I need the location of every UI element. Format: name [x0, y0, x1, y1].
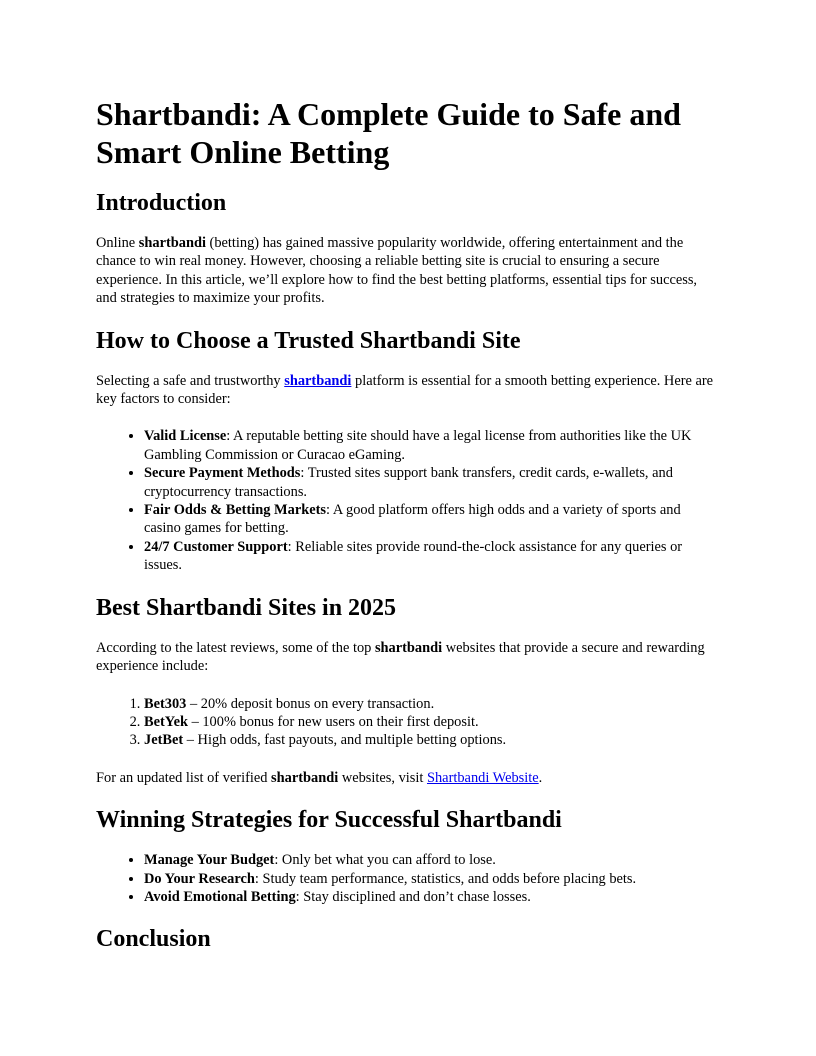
page-title: Shartbandi: A Complete Guide to Safe and Smart Online Betting: [96, 96, 681, 170]
list-item: [144, 731, 720, 749]
list-item: [144, 713, 720, 731]
best-paragraph: [96, 639, 720, 676]
item-text: : Stay disciplined and don’t chase losses.: [295, 888, 531, 905]
bold-keyword: shartbandi: [138, 235, 206, 251]
link-text: shartbandi: [284, 372, 352, 389]
item-label: JetBet: [144, 732, 184, 749]
text-run: Selecting a safe and trustworthy: [96, 372, 285, 389]
section-heading-conclusion: Conclusion: [96, 926, 211, 953]
item-text: – High odds, fast payouts, and multiple betting options.: [183, 732, 507, 749]
choose-paragraph: [96, 372, 720, 409]
item-label: BetYek: [144, 713, 188, 730]
text-run: .: [538, 769, 543, 786]
best-sites-list: [96, 695, 720, 750]
item-label: Avoid Emotional Betting: [144, 888, 296, 905]
item-text: : A reputable betting site should have a legal license from authorities like the UK Gambling Commission or Curacao eGaming.: [144, 428, 692, 463]
item-label: Manage Your Budget: [144, 852, 275, 869]
choose-factors-list: [96, 427, 720, 574]
item-label: Valid License: [144, 428, 227, 445]
text-run: platform is essential for a smooth betting experience. Here are key factors to consider:: [96, 372, 714, 408]
item-text: : Trusted sites support bank transfers, credit cards, e-wallets, and cryptocurrency transactions.: [144, 465, 673, 500]
bold-keyword: shartbandi: [374, 639, 443, 656]
list-item: [144, 464, 720, 501]
item-label: Secure Payment Methods: [144, 465, 301, 482]
text-run: websites, visit: [338, 769, 427, 786]
visit-paragraph: [96, 769, 720, 787]
item-text: – 20% deposit bonus on every transaction.: [186, 695, 435, 712]
intro-paragraph: [96, 234, 720, 308]
item-label: Bet303: [144, 695, 187, 712]
strategies-list: [96, 851, 720, 906]
list-item: [144, 695, 720, 713]
item-text: – 100% bonus for new users on their first deposit.: [187, 713, 479, 730]
item-label: Fair Odds & Betting Markets: [144, 502, 327, 519]
text-run: (betting) has gained massive popularity worldwide, offering entertainment and the chance to win real money. However, choosing a reliable betting site is crucial to ensuring a secure experience. In this article, we’ll explore how to find the best betting platforms, essential tips for success, and strategies to maximize your profits.: [96, 235, 698, 307]
item-text: : Study team performance, statistics, and odds before placing bets.: [254, 870, 637, 887]
item-text: : Reliable sites provide round-the-clock assistance for any queries or issues.: [144, 538, 683, 574]
list-item: [144, 501, 720, 538]
text-run: For an updated list of verified: [96, 769, 272, 786]
section-heading-introduction: Introduction: [96, 190, 227, 216]
item-label: Do Your Research: [144, 870, 255, 887]
text-run: websites that provide a secure and rewarding experience include:: [96, 639, 705, 675]
section-heading-best-sites: Best Shartbandi Sites in 2025: [96, 594, 397, 621]
text-run: Online: [96, 235, 139, 251]
item-label: 24/7 Customer Support: [144, 538, 288, 555]
section-heading-strategies: Winning Strategies for Successful Shartbandi: [96, 807, 562, 834]
list-item: [144, 427, 720, 464]
shartbandi-link[interactable]: [284, 373, 351, 389]
text-run: According to the latest reviews, some of the top: [96, 639, 375, 656]
bold-keyword: shartbandi: [271, 769, 339, 786]
item-text: : Only bet what you can afford to lose.: [274, 852, 496, 869]
shartbandi-website-link[interactable]: Shartbandi Website: [426, 769, 539, 786]
list-item: [144, 851, 720, 869]
section-heading-choose: How to Choose a Trusted Shartbandi Site: [96, 327, 521, 354]
item-text: : A good platform offers high odds and a variety of sports and casino games for betting.: [144, 502, 681, 537]
list-item: [144, 888, 720, 906]
list-item: [144, 870, 720, 888]
document-body: [96, 95, 720, 970]
list-item: [144, 538, 720, 575]
